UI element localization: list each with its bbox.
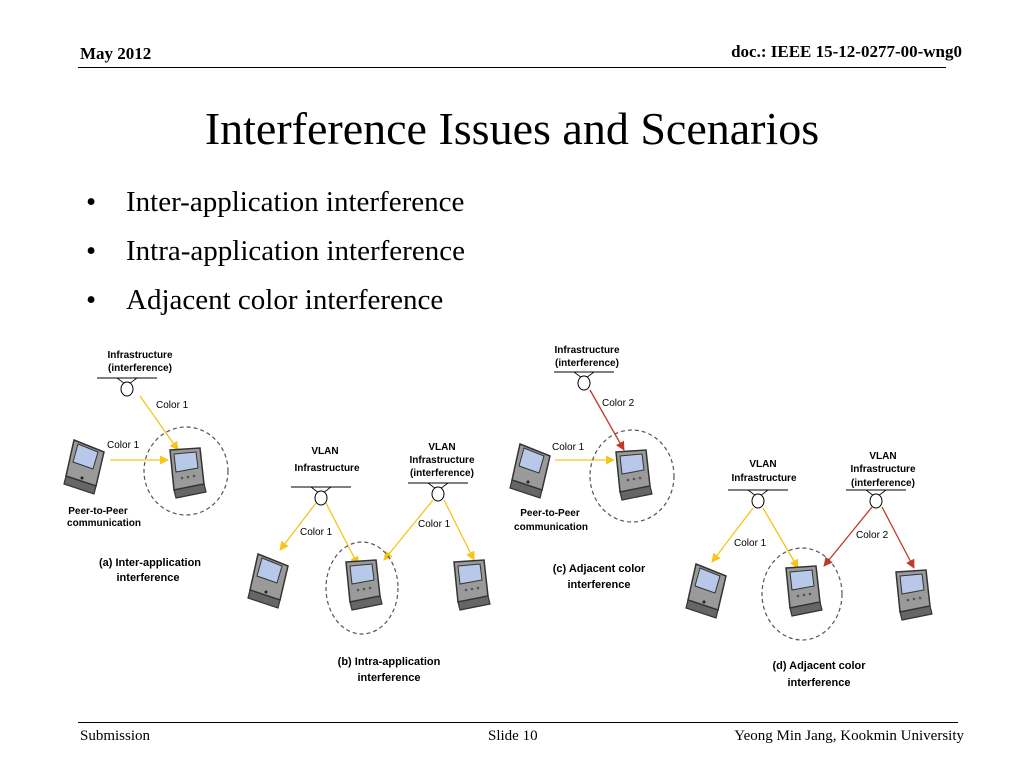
- caption: interference: [357, 672, 421, 684]
- vlan-label: VLAN: [749, 459, 777, 470]
- footer-rule: [78, 722, 958, 723]
- color-label: Color 1: [300, 527, 333, 538]
- phone-icon: [786, 566, 822, 616]
- phone-icon: [510, 444, 550, 498]
- caption: interference: [567, 579, 631, 591]
- scenario-d: [686, 451, 932, 689]
- color-label: Color 1: [156, 400, 189, 411]
- p2p-label: Peer-to-Peer: [68, 506, 128, 517]
- antenna-icon: [728, 490, 788, 508]
- header-date: May 2012: [80, 44, 152, 63]
- bullet-item: • Inter-application interference: [86, 186, 465, 218]
- vlan-label: VLAN: [428, 442, 456, 453]
- antenna-icon: [846, 490, 906, 508]
- infra-label: (interference): [555, 358, 619, 369]
- phone-icon: [686, 564, 726, 618]
- antenna-icon: [408, 483, 468, 501]
- footer-slide-number: Slide 10: [488, 728, 538, 744]
- footer-author: Yeong Min Jang, Kookmin University: [734, 728, 964, 744]
- antenna-icon: [97, 378, 157, 396]
- phone-icon: [64, 440, 104, 494]
- phone-icon: [896, 570, 932, 620]
- vlan-label: Infrastructure: [409, 455, 475, 466]
- p2p-label: communication: [67, 518, 141, 529]
- phone-icon: [454, 560, 490, 610]
- vlan-label: VLAN: [869, 451, 897, 462]
- caption: (b) Intra-application: [337, 656, 441, 668]
- color-label: Color 1: [107, 440, 140, 451]
- vlan-label: (interference): [410, 468, 474, 479]
- p2p-label: Peer-to-Peer: [520, 508, 580, 519]
- antenna-icon: [291, 487, 351, 505]
- bullet-item: • Adjacent color interference: [86, 284, 444, 316]
- phone-icon: [616, 450, 652, 500]
- scenario-c: [510, 345, 674, 591]
- caption: (c) Adjacent color: [552, 563, 646, 575]
- vlan-label: (interference): [851, 478, 915, 489]
- color-label: Color 1: [734, 538, 767, 549]
- color-label: Color 2: [602, 398, 635, 409]
- scenario-a: [64, 350, 228, 584]
- caption: interference: [116, 572, 180, 584]
- phone-icon: [248, 554, 288, 608]
- color-label: Color 1: [552, 442, 585, 453]
- caption: interference: [787, 677, 851, 689]
- vlan-label: Infrastructure: [850, 464, 916, 475]
- vlan-label: Infrastructure: [731, 473, 797, 484]
- caption: (a) Inter-application: [98, 557, 202, 569]
- infra-label: (interference): [108, 363, 172, 374]
- infra-label: Infrastructure: [107, 350, 173, 361]
- infra-label: Infrastructure: [554, 345, 620, 356]
- color-label: Color 1: [418, 519, 451, 530]
- p2p-label: communication: [514, 522, 588, 533]
- phone-icon: [170, 448, 206, 498]
- header-doc-id: doc.: IEEE 15-12-0277-00-wng0: [731, 42, 962, 61]
- vlan-label: VLAN: [311, 446, 339, 457]
- phone-icon: [346, 560, 382, 610]
- footer-submission: Submission: [80, 728, 151, 744]
- color-label: Color 2: [856, 530, 889, 541]
- scenario-b: [248, 442, 490, 684]
- bullet-item: • Intra-application interference: [86, 235, 465, 267]
- slide-title: Interference Issues and Scenarios: [204, 103, 820, 154]
- caption: (d) Adjacent color: [772, 660, 866, 672]
- antenna-icon: [554, 372, 614, 390]
- vlan-label: Infrastructure: [294, 463, 360, 474]
